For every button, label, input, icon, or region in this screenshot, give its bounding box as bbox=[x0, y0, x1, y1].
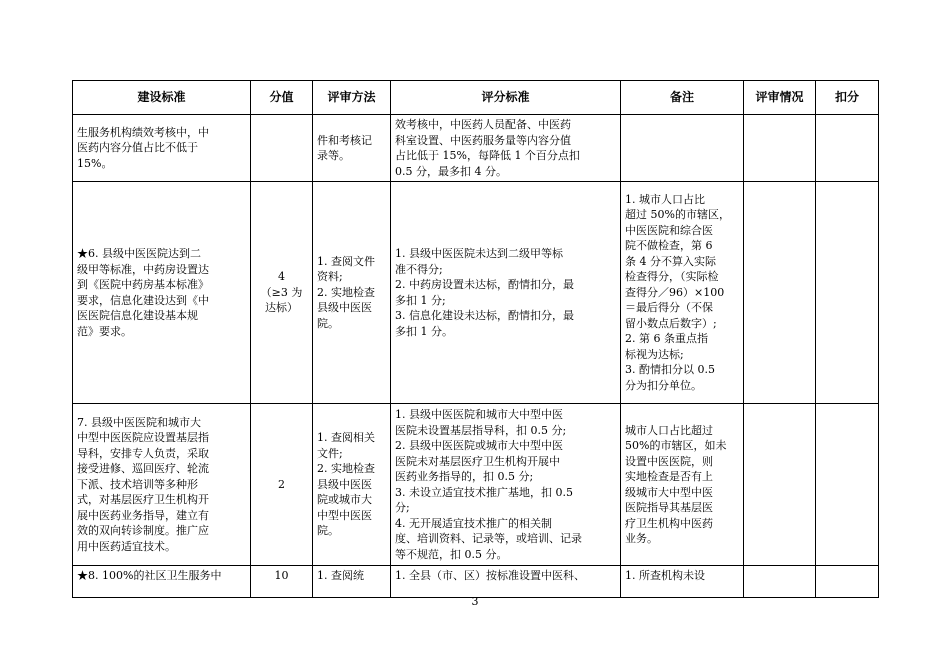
text-line: 医医院信息化建设基本规 bbox=[77, 309, 198, 322]
cell-method bbox=[313, 182, 391, 404]
text-line: ＝最后得分（不保 bbox=[625, 301, 713, 315]
page-number: 3 bbox=[471, 595, 479, 608]
text-line: 1. 县级中医医院未达到二级甲等标 bbox=[395, 247, 563, 260]
text-line: 级城市大中型中医 bbox=[625, 485, 713, 499]
cell-status bbox=[744, 182, 816, 404]
cell-deduction bbox=[816, 115, 879, 182]
table-row bbox=[73, 182, 879, 404]
text-line: 院或城市大 bbox=[317, 493, 372, 507]
text-line: 城市人口占比超过 bbox=[625, 423, 713, 437]
cell-remark bbox=[621, 182, 744, 404]
text-line: 留小数点后数字）; bbox=[625, 316, 717, 330]
text-line: 用中医药适宜技术。 bbox=[77, 539, 176, 553]
text-line: 15%。 bbox=[77, 156, 113, 170]
cell-criteria bbox=[391, 404, 621, 566]
text-line: 1. 查阅相关 bbox=[317, 431, 375, 445]
text-line: 录等。 bbox=[317, 149, 350, 162]
text-line: 超过 50%的市辖区， bbox=[625, 208, 730, 222]
table-row bbox=[73, 404, 879, 566]
cell-standard bbox=[73, 404, 251, 566]
cell-criteria bbox=[391, 115, 621, 182]
text-line: 2. 县级中医医院或城市大中型中医 bbox=[395, 439, 563, 452]
text-line: ★8. 100%的社区卫生服务中 bbox=[77, 569, 222, 582]
text-line: 2 bbox=[278, 477, 285, 491]
text-line: 2. 实地检查 bbox=[317, 462, 375, 476]
cell-method bbox=[313, 566, 391, 598]
text-line: 接受进修、巡回医疗、轮流 bbox=[77, 462, 209, 476]
text-line: 3. 信息化建设未达标，酌情扣分，最 bbox=[395, 309, 574, 322]
text-line: 资料; bbox=[317, 270, 343, 284]
text-line: 占比低于 15%，每降低 1 个百分点扣 bbox=[395, 149, 580, 162]
text-line: 多扣 1 分。 bbox=[395, 324, 453, 338]
text-line: 10 bbox=[274, 569, 289, 582]
text-line: 1. 城市人口占比 bbox=[625, 192, 705, 206]
text-line: 0.5 分，最多扣 4 分。 bbox=[395, 164, 507, 178]
cell-criteria bbox=[391, 566, 621, 598]
text-line: 实地检查是否有上 bbox=[625, 470, 713, 483]
text-line: 等不规范，扣 0.5 分。 bbox=[395, 547, 508, 561]
text-line: 院不做检查，第 6 bbox=[625, 239, 713, 253]
text-line: 检查得分，（实际检 bbox=[625, 270, 719, 284]
text-line: 县级中医医 bbox=[317, 301, 372, 315]
text-line: 中医医院和综合医 bbox=[625, 223, 713, 237]
text-line: 1. 全县（市、区）按标准设置中医科、 bbox=[395, 569, 585, 582]
header-criteria: 评分标准 bbox=[391, 81, 621, 115]
text-line: 文件; bbox=[317, 446, 343, 460]
text-line: 设置中医医院，则 bbox=[625, 454, 713, 468]
text-line: 50%的市辖区，如未 bbox=[625, 439, 727, 452]
cell-deduction bbox=[816, 404, 879, 566]
text-line: 效的双向转诊制度。推广应 bbox=[77, 524, 209, 538]
cell-status bbox=[744, 115, 816, 182]
text-line: 件和考核记 bbox=[317, 133, 372, 147]
header-method: 评审方法 bbox=[313, 81, 391, 115]
text-line: 2. 中药房设置未达标，酌情扣分，最 bbox=[395, 278, 574, 291]
text-line: 1. 县级中医医院和城市大中型中医 bbox=[395, 408, 563, 421]
text-line: 7. 县级中医医院和城市大 bbox=[77, 415, 201, 429]
text-line: 到《医院中药房基本标准》 bbox=[77, 278, 209, 291]
text-line: 1. 查阅文件 bbox=[317, 254, 375, 268]
cell-status bbox=[744, 404, 816, 566]
text-line: 县级中医医 bbox=[317, 477, 372, 491]
cell-status bbox=[744, 566, 816, 598]
text-line: 医院未设置基层指导科，扣 0.5 分; bbox=[395, 423, 567, 437]
text-line: 1. 所查机构未设 bbox=[625, 569, 705, 582]
cell-standard bbox=[73, 182, 251, 404]
text-line: 2. 第 6 条重点指 bbox=[625, 332, 708, 346]
text-line: 院。 bbox=[317, 524, 339, 538]
cell-score bbox=[251, 566, 313, 598]
text-line: 医药业务指导的，扣 0.5 分; bbox=[395, 470, 534, 483]
text-line: 级甲等标准，中药房设置达 bbox=[77, 262, 209, 276]
text-line: 式，对基层医疗卫生机构开 bbox=[77, 493, 209, 507]
cell-deduction bbox=[816, 566, 879, 598]
text-line: 2. 实地检查 bbox=[317, 285, 375, 299]
text-line: 1. 查阅统 bbox=[317, 569, 364, 582]
text-line: 医药内容分值占比不低于 bbox=[77, 141, 198, 155]
text-line: 疗卫生机构中医药 bbox=[625, 516, 713, 530]
text-line: 要求，信息化建设达到《中 bbox=[77, 293, 209, 307]
cell-standard bbox=[73, 115, 251, 182]
text-line: 分为扣分单位。 bbox=[625, 378, 702, 392]
text-line: 效考核中，中医药人员配备、中医药 bbox=[395, 118, 571, 131]
text-line: 3. 未设立适宜技术推广基地，扣 0.5 bbox=[395, 485, 573, 499]
text-line: 分; bbox=[395, 501, 410, 514]
text-line: 条 4 分不算入实际 bbox=[625, 254, 716, 268]
text-line: 展中医药业务指导，建立有 bbox=[77, 508, 209, 522]
text-line: 3. 酌情扣分以 0.5 bbox=[625, 363, 715, 377]
text-line: 生服务机构绩效考核中，中 bbox=[77, 125, 209, 139]
table-row bbox=[73, 566, 879, 598]
cell-score bbox=[251, 182, 313, 404]
text-line: 下派、技术培训等多种形 bbox=[77, 477, 198, 491]
text-line: 医院未对基层医疗卫生机构开展中 bbox=[395, 454, 560, 468]
header-remark: 备注 bbox=[621, 81, 744, 115]
text-line: 4. 无开展适宜技术推广的相关制 bbox=[395, 516, 552, 530]
text-line: 中型中医医 bbox=[317, 508, 372, 522]
header-status: 评审情况 bbox=[744, 81, 816, 115]
text-line: 查得分／96）×100 bbox=[625, 285, 725, 299]
text-line: 科室设置、中医药服务量等内容分值 bbox=[395, 133, 571, 147]
text-line: 范》要求。 bbox=[77, 324, 132, 338]
cell-score bbox=[251, 404, 313, 566]
cell-criteria bbox=[391, 182, 621, 404]
cell-remark bbox=[621, 566, 744, 598]
text-line: 度、培训资料、记录等，或培训、记录 bbox=[395, 532, 582, 545]
cell-method bbox=[313, 115, 391, 182]
header-standard: 建设标准 bbox=[73, 81, 251, 115]
evaluation-table bbox=[72, 80, 879, 598]
text-line: 多扣 1 分; bbox=[395, 293, 446, 307]
text-line: 达标） bbox=[265, 301, 298, 315]
header-score: 分值 bbox=[251, 81, 313, 115]
cell-deduction bbox=[816, 182, 879, 404]
cell-method bbox=[313, 404, 391, 566]
text-line: 标视为达标; bbox=[625, 347, 684, 361]
table-row bbox=[73, 115, 879, 182]
header-row bbox=[73, 81, 879, 115]
text-line: 业务。 bbox=[625, 532, 658, 545]
text-line: 院。 bbox=[317, 316, 339, 330]
cell-remark bbox=[621, 115, 744, 182]
header-deduction: 扣分 bbox=[816, 81, 879, 115]
text-line: 4 bbox=[278, 270, 285, 284]
text-line: 导科，安排专人负责，采取 bbox=[77, 446, 209, 460]
cell-score bbox=[251, 115, 313, 182]
text-line: 中型中医医院应设置基层指 bbox=[77, 431, 209, 445]
text-line: 准不得分; bbox=[395, 262, 443, 276]
text-line: 医院指导其基层医 bbox=[625, 501, 713, 514]
text-line: （≥3 为 bbox=[260, 285, 303, 299]
cell-standard bbox=[73, 566, 251, 598]
text-line: ★6. 县级中医医院达到二 bbox=[77, 247, 201, 260]
cell-remark bbox=[621, 404, 744, 566]
